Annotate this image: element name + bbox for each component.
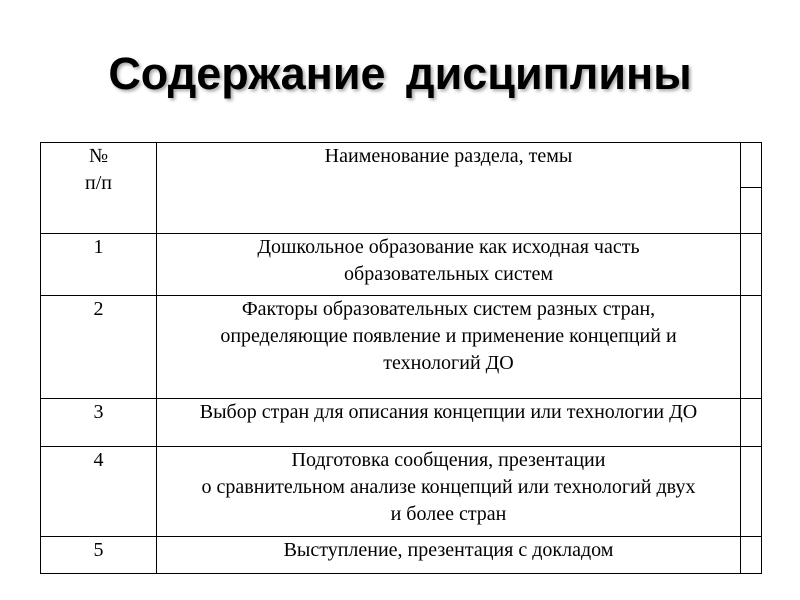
discipline-content-table [40, 142, 762, 574]
row-number: 5 [41, 537, 157, 574]
header-number-symbol: № [88, 145, 109, 167]
cell-divider [741, 187, 761, 188]
topic-line: определяющие появление и применение концепций и [220, 325, 677, 347]
topic-line: Подготовка сообщения, презентации [291, 449, 606, 471]
header-extra-cell [741, 143, 762, 234]
row-topic [157, 234, 741, 296]
header-name-cell [157, 143, 741, 234]
topic-line: Выбор стран для описания концепции или технологии ДО [199, 401, 698, 423]
topic-line: о сравнительном анализе концепций или технологий двух [201, 476, 696, 498]
row-number: 3 [41, 399, 157, 447]
topic-line: Дошкольное образование как исходная часть [257, 236, 640, 258]
row-number: 4 [41, 447, 157, 537]
row-topic [157, 296, 741, 399]
row-topic [157, 537, 741, 574]
table-header-row [41, 143, 762, 234]
row-extra-cell [741, 537, 762, 574]
topic-line: образовательных систем [344, 263, 553, 285]
table-row [41, 399, 762, 447]
table-row [41, 296, 762, 399]
row-extra-cell [741, 234, 762, 296]
table-row [41, 447, 762, 537]
header-name-label: Наименование раздела, темы [324, 145, 573, 167]
topic-line: Выступление, презентация с докладом [283, 539, 614, 561]
row-topic [157, 447, 741, 537]
page-title: Содержание дисциплины [108, 48, 692, 99]
topic-line: Факторы образовательных систем разных стран, [241, 298, 656, 320]
table-row [41, 537, 762, 574]
row-number: 2 [41, 296, 157, 399]
header-number-cell [41, 143, 157, 234]
row-topic [157, 399, 741, 447]
topic-line: и более стран [390, 503, 507, 525]
row-extra-cell [741, 296, 762, 399]
table-row [41, 234, 762, 296]
row-number: 1 [41, 234, 157, 296]
row-extra-cell [741, 447, 762, 537]
row-extra-cell [741, 399, 762, 447]
topic-line: технологий ДО [383, 352, 514, 374]
header-number-abbr: п/п [85, 172, 112, 194]
